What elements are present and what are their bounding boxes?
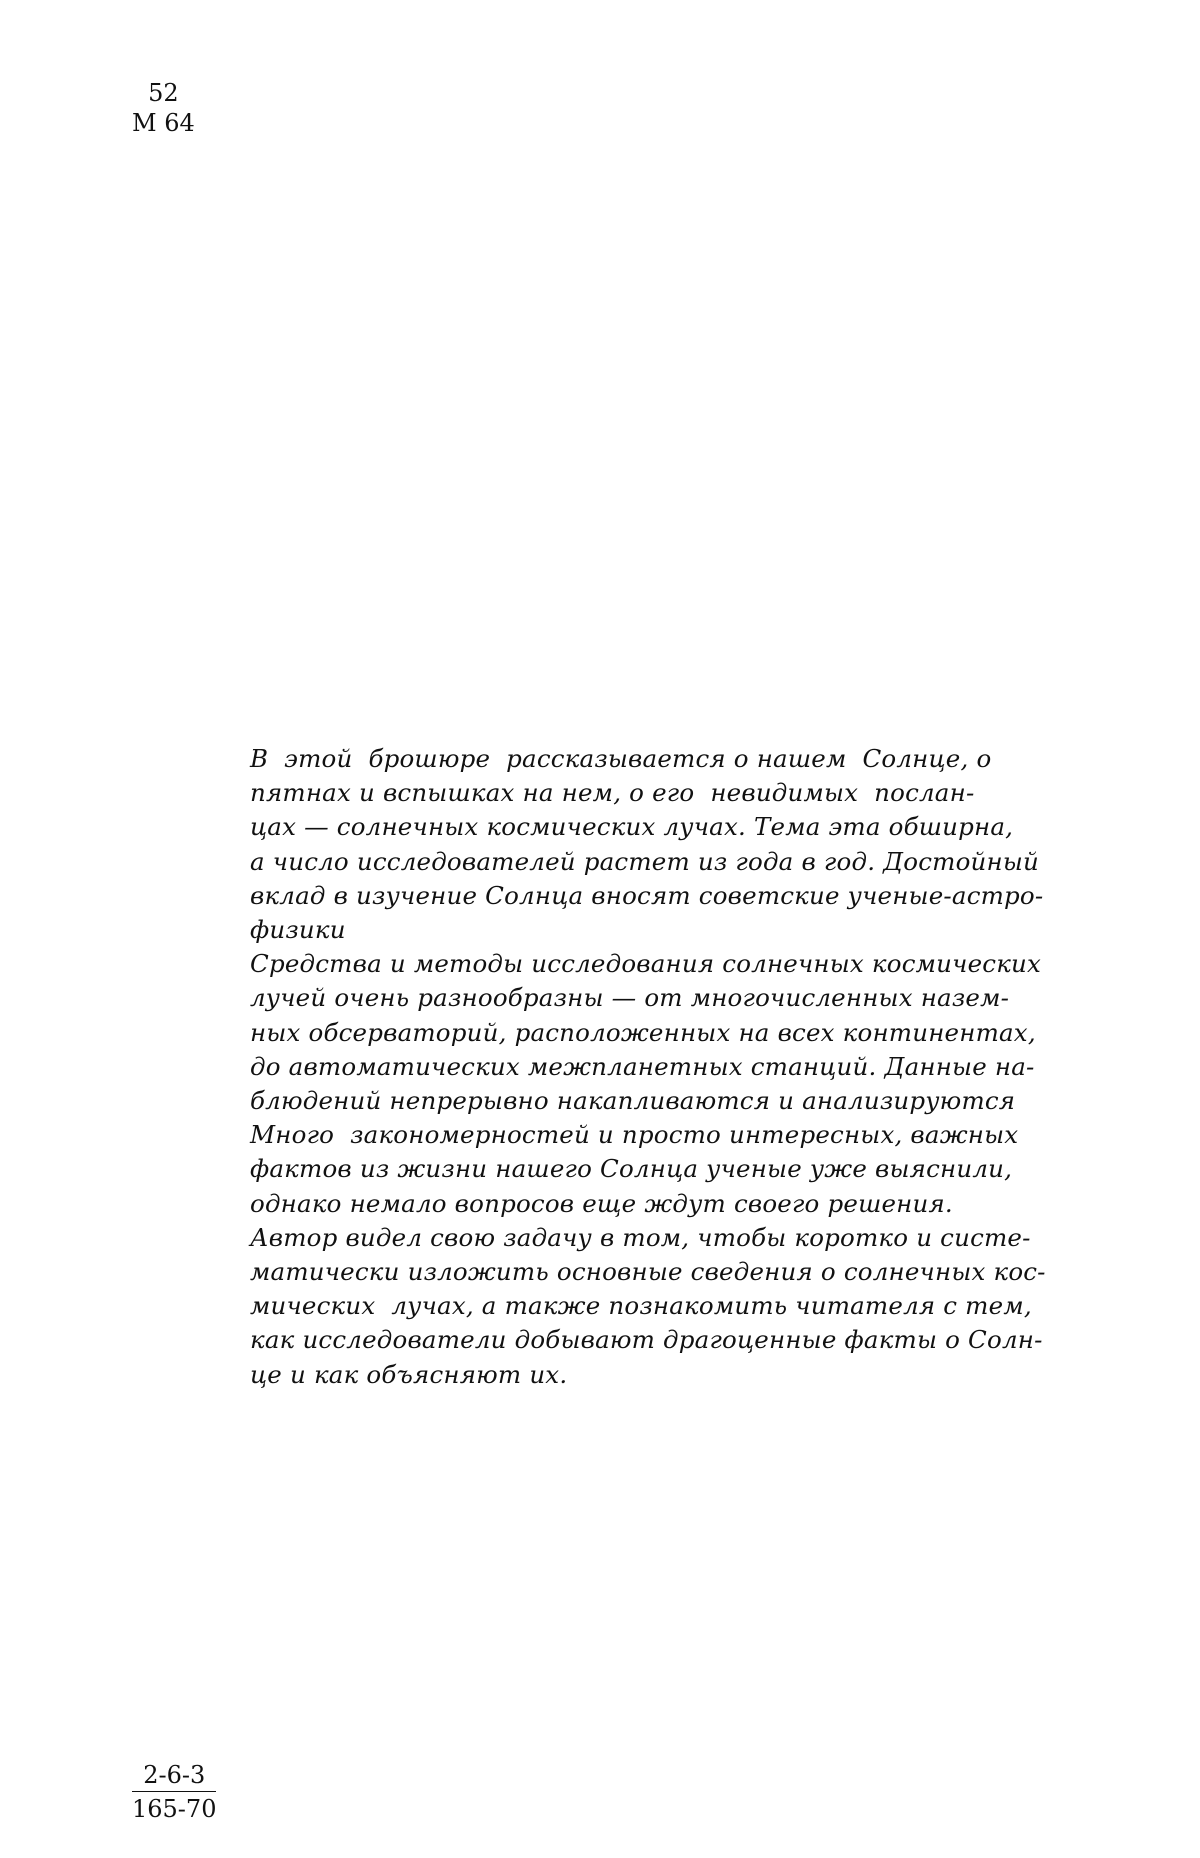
text-line: матически изложить основные сведения о солнечных кос- [250, 1257, 1046, 1287]
text-line: Средства и методы исследования солнечных космических [250, 949, 1042, 979]
publisher-code-numerator: 2-6-3 [143, 1761, 206, 1789]
text-line: Автор видел свою задачу в том, чтобы коротко и систе- [250, 1222, 1031, 1252]
text-line: цах — солнечных космических лучах. Тема эта обширна, [250, 812, 1014, 842]
text-line: це и как объясняют их. [250, 1359, 568, 1389]
text-line: Много закономерностей и просто интересных, важных [250, 1120, 1019, 1150]
text-line: физики [250, 915, 346, 945]
publisher-code-denominator: 165-70 [132, 1795, 217, 1823]
text-line: фактов из жизни нашего Солнца ученые уже выяснили, [250, 1154, 1013, 1184]
udc-code: 52 [148, 79, 179, 107]
abstract-paragraph-1 [250, 742, 1044, 947]
text-line: а число исследователей растет из года в год. Достойный [250, 846, 1039, 876]
text-line: до автоматических межпланетных станций. Данные на- [250, 1051, 1035, 1081]
text-line: блюдений непрерывно накапливаются и анализируются [250, 1086, 1016, 1116]
text-line: лучей очень разнообразны — от многочисленных назем- [250, 983, 1010, 1013]
abstract-paragraph-3 [250, 1221, 1046, 1392]
text-line: однако немало вопросов еще ждут своего решения. [250, 1188, 953, 1218]
author-mark: М 64 [132, 109, 195, 137]
text-line: как исследователи добывают драгоценные факты о Солн- [250, 1325, 1043, 1355]
fraction-rule [132, 1791, 216, 1792]
publisher-code [132, 1760, 216, 1824]
text-line: пятнах и вспышках на нем, о его невидимых послан- [250, 778, 975, 808]
abstract-text [250, 742, 1046, 1392]
text-line: вклад в изучение Солнца вносят советские ученые-астро- [250, 880, 1044, 910]
text-line: В этой брошюре рассказывается о нашем Солнце, о [250, 744, 992, 773]
abstract-paragraph-2 [250, 947, 1042, 1221]
classification-index [132, 78, 195, 138]
text-line: ных обсерваторий, расположенных на всех континентах, [250, 1017, 1036, 1047]
text-line: мических лучах, а также познакомить читателя с тем, [250, 1291, 1032, 1321]
